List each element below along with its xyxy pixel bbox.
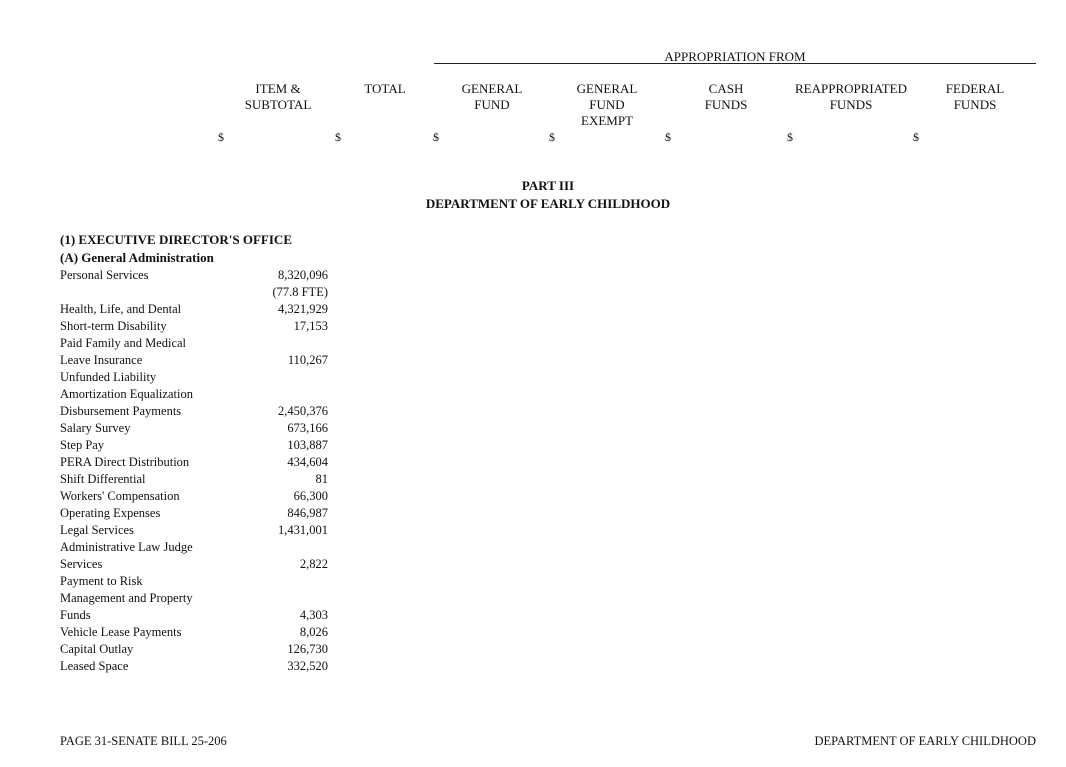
line-item-amount: 4,321,929	[278, 302, 328, 316]
subsection-title: (A) General Administration	[60, 250, 214, 265]
line-item-amount: 66,300	[293, 489, 328, 503]
currency-symbol: $	[913, 130, 919, 144]
line-item-label: Shift Differential	[60, 472, 146, 486]
footer-page-reference: PAGE 31-SENATE BILL 25-206	[60, 734, 227, 748]
currency-symbol: $	[335, 130, 341, 144]
currency-symbol: $	[549, 130, 555, 144]
line-item-label: Vehicle Lease Payments	[60, 625, 182, 639]
currency-symbol: $	[787, 130, 793, 144]
section-title: (1) EXECUTIVE DIRECTOR'S OFFICE	[60, 232, 292, 247]
column-header-general-fund-exempt: GENERAL FUND EXEMPT	[576, 81, 638, 128]
line-item-label: Capital Outlay	[60, 642, 134, 656]
currency-symbol: $	[433, 130, 439, 144]
part-number: PART III	[521, 178, 575, 193]
line-item-label: Workers' Compensation	[60, 489, 180, 503]
line-item-amount: 2,822	[299, 557, 328, 571]
line-item-amount: 81	[315, 472, 328, 486]
line-item-label: Step Pay	[60, 438, 105, 452]
line-item-label: Legal Services	[60, 523, 134, 537]
line-item-amount: 1,431,001	[278, 523, 328, 537]
line-item-labels	[60, 267, 250, 675]
line-item-amount: 2,450,376	[278, 404, 328, 418]
line-item-label: Short-term Disability	[60, 319, 167, 333]
line-item-label: Health, Life, and Dental	[60, 302, 182, 316]
currency-symbol: $	[218, 130, 224, 144]
line-item-amount: 434,604	[287, 455, 328, 469]
column-header-reappropriated-funds: REAPPROPRIATED FUNDS	[795, 81, 907, 112]
currency-symbol: $	[665, 130, 671, 144]
line-item-label: Operating Expenses	[60, 506, 161, 520]
line-item-amount: 103,887	[287, 438, 328, 452]
line-item-amount: 126,730	[287, 642, 328, 656]
line-item-label: Administrative Law Judge Services	[60, 540, 193, 571]
line-item-amount: 110,267	[287, 353, 328, 367]
appropriation-divider	[434, 63, 1036, 64]
line-item-amount: 4,303	[299, 608, 328, 622]
line-item-amount: 8,026	[299, 625, 328, 639]
appropriation-from-heading: APPROPRIATION FROM	[664, 49, 806, 64]
column-header-item-subtotal: ITEM & SUBTOTAL	[244, 81, 312, 112]
department-title: DEPARTMENT OF EARLY CHILDHOOD	[425, 196, 671, 211]
column-header-federal-funds: FEDERAL FUNDS	[945, 81, 1005, 112]
line-item-label: Unfunded Liability Amortization Equalization Disbursement Payments	[60, 370, 193, 418]
line-item-label: Payment to Risk Management and Property Funds	[60, 574, 193, 622]
line-item-label: Paid Family and Medical Leave Insurance	[60, 336, 187, 367]
fte-count: (77.8 FTE)	[272, 285, 328, 299]
column-header-cash-funds: CASH FUNDS	[704, 81, 748, 112]
line-item-label: Personal Services	[60, 268, 149, 282]
footer-department: DEPARTMENT OF EARLY CHILDHOOD	[814, 734, 1036, 748]
line-item-amount: 17,153	[293, 319, 328, 333]
line-item-amount: 846,987	[287, 506, 328, 520]
line-item-amount: 8,320,096 (77.8 FTE)	[248, 267, 328, 301]
line-item-amounts	[248, 267, 328, 675]
line-item-label: Leased Space	[60, 659, 129, 673]
column-header-total: TOTAL	[364, 81, 406, 96]
line-item-amount: 673,166	[287, 421, 328, 435]
column-header-general-fund: GENERAL FUND	[461, 81, 523, 112]
line-item-label: Salary Survey	[60, 421, 131, 435]
line-item-label: PERA Direct Distribution	[60, 455, 190, 469]
line-item-amount: 332,520	[287, 659, 328, 673]
